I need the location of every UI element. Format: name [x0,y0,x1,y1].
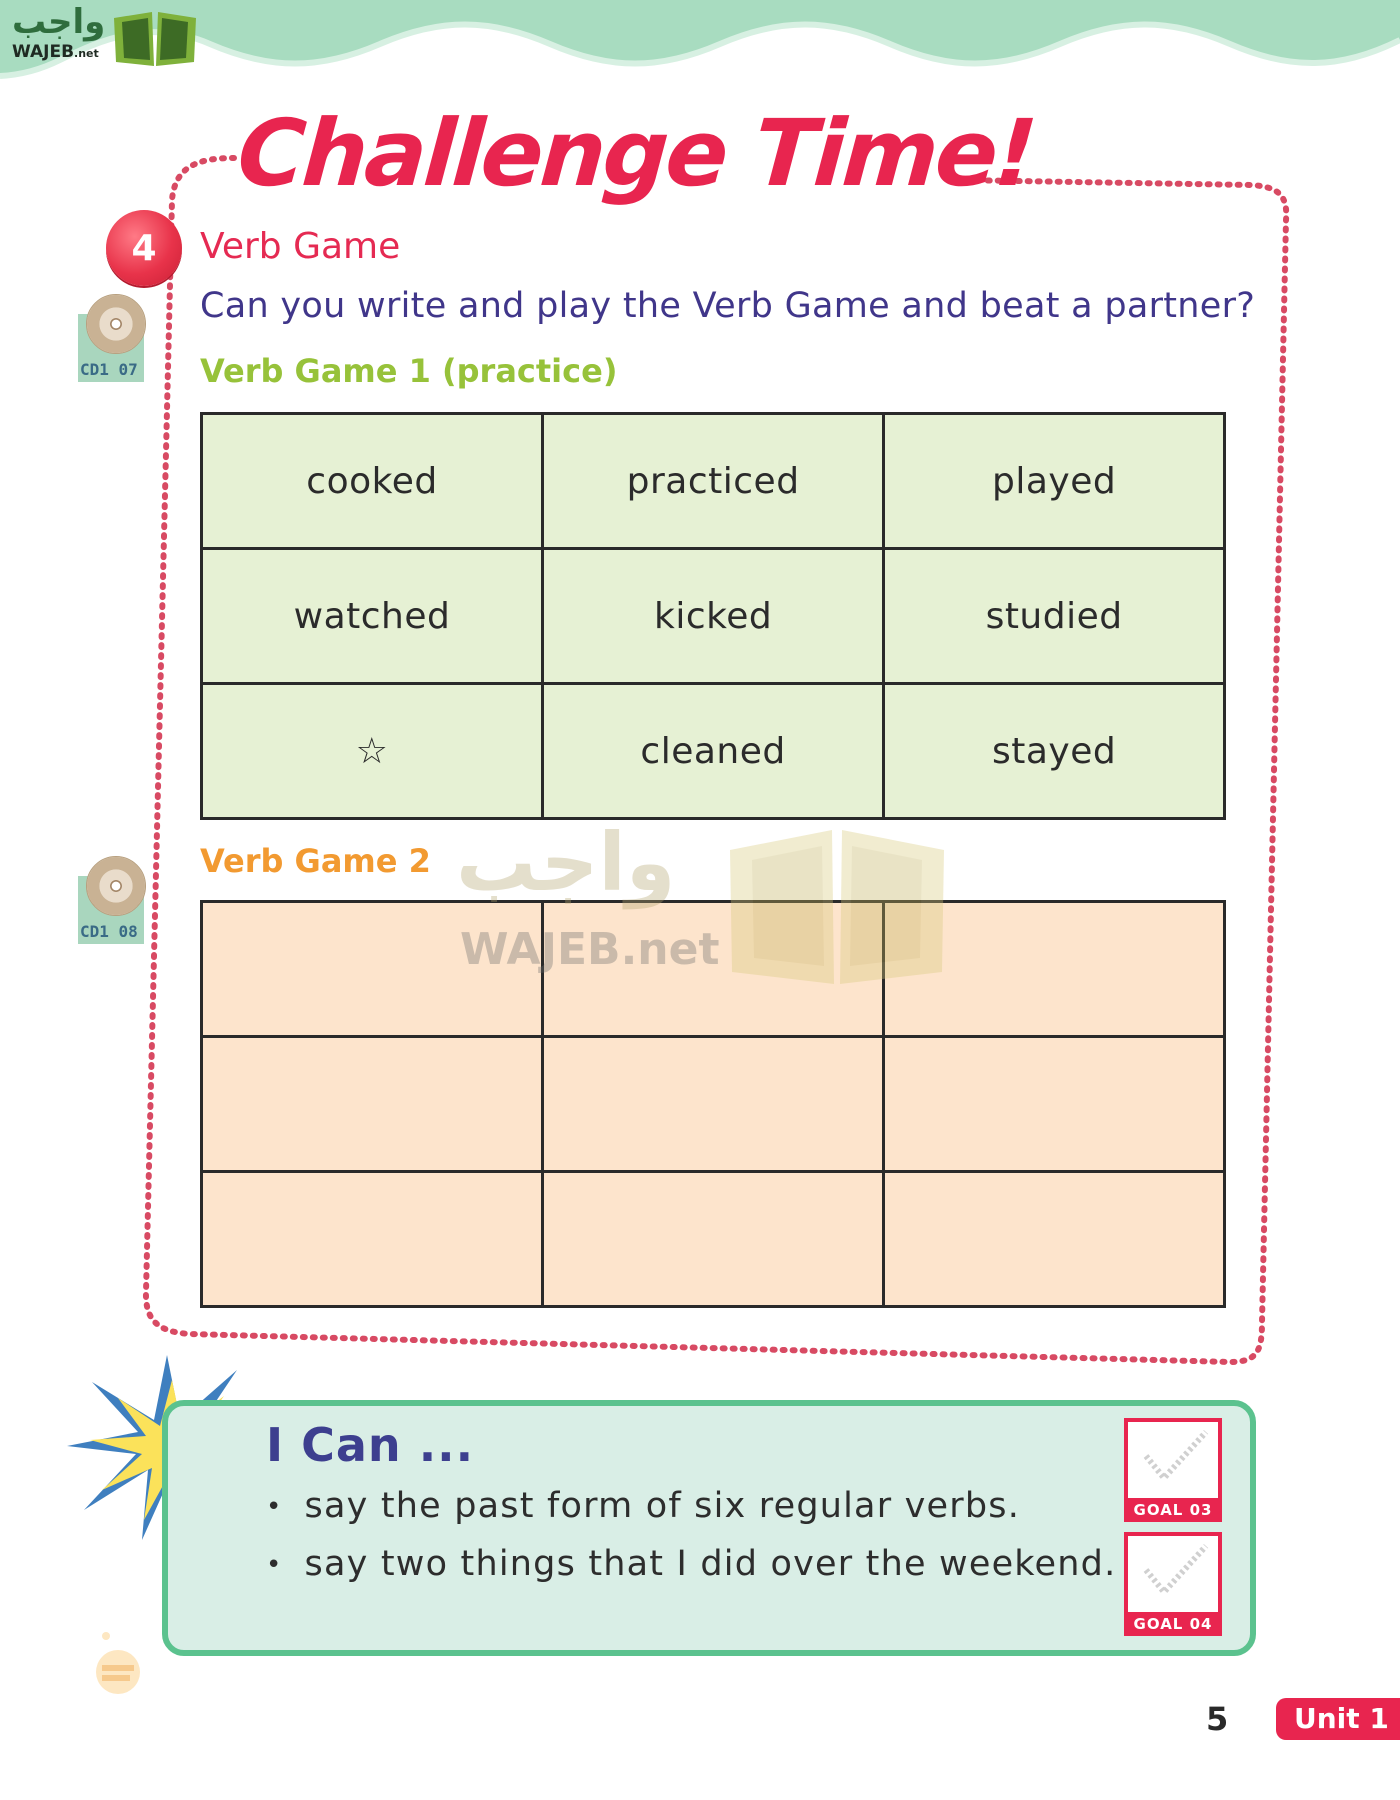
grid-cell: cleaned [543,684,884,819]
grid-cell-empty[interactable] [543,902,884,1037]
logo-latin-text [12,42,99,62]
goal-label: GOAL 03 [1124,1498,1222,1522]
book-icon [110,8,200,68]
grid-cell-empty[interactable] [543,1172,884,1307]
grid-cell-empty[interactable] [884,1037,1225,1172]
wajeb-logo[interactable] [12,2,192,68]
star-icon: ☆ [202,684,543,819]
watermark-latin-name: WAJEB [460,924,621,975]
page-number: 5 [1206,1700,1229,1738]
grid-cell: kicked [543,549,884,684]
i-can-title: I Can ... [266,1418,475,1472]
verb-game-2-title: Verb Game 2 [200,842,431,880]
grid-cell: watched [202,549,543,684]
logo-suffix: .net [74,47,99,60]
grid-row [202,684,1225,819]
cd-disc-icon [86,294,146,354]
grid-cell-empty[interactable] [202,1172,543,1307]
section-title: Verb Game [200,226,401,267]
audio-track-label: CD1 08 [80,922,138,941]
grid-row [202,549,1225,684]
i-can-item: • say the past form of six regular verbs. [266,1486,1020,1526]
grid-cell: studied [884,549,1225,684]
grid-cell-empty[interactable] [202,902,543,1037]
grid-row [202,414,1225,549]
grid-cell-empty[interactable] [884,1172,1225,1307]
verb-game-2-grid [200,900,1226,1308]
activity-question: Can you write and play the Verb Game and beat a partner? [200,286,1256,326]
watermark-suffix: .net [620,924,720,975]
grid-cell: practiced [543,414,884,549]
header-wave [0,0,1400,90]
grid-cell-empty[interactable] [543,1037,884,1172]
goal-label: GOAL 04 [1124,1612,1222,1636]
cd-disc-icon [86,856,146,916]
grid-row [202,1037,1225,1172]
challenge-heading: Challenge Time! [234,100,1038,207]
verb-game-1-title: Verb Game 1 (practice) [200,352,618,390]
unit-tab: Unit 1 [1276,1698,1400,1740]
checkmark-icon [1140,1540,1210,1602]
audio-track-cd-icon[interactable] [76,294,146,384]
section-number-badge: 4 [106,210,182,286]
goal-checkbox[interactable] [1124,1418,1222,1522]
logo-latin-name: WAJEB [12,42,75,62]
checkmark-icon [1140,1426,1210,1488]
grid-cell-empty[interactable] [202,1037,543,1172]
i-can-item: • say two things that I did over the weekend. [266,1544,1116,1584]
decorative-swirl-icon [86,1620,150,1700]
watermark-arabic-text: واجب [456,816,676,909]
grid-cell: cooked [202,414,543,549]
grid-cell: played [884,414,1225,549]
grid-row [202,902,1225,1037]
grid-cell-empty[interactable] [884,902,1225,1037]
grid-cell: stayed [884,684,1225,819]
grid-row [202,1172,1225,1307]
audio-track-cd-icon[interactable] [76,856,146,946]
goal-checkbox[interactable] [1124,1532,1222,1636]
audio-track-label: CD1 07 [80,360,138,379]
logo-arabic-text: واجب [12,2,106,42]
verb-game-1-grid [200,412,1226,820]
